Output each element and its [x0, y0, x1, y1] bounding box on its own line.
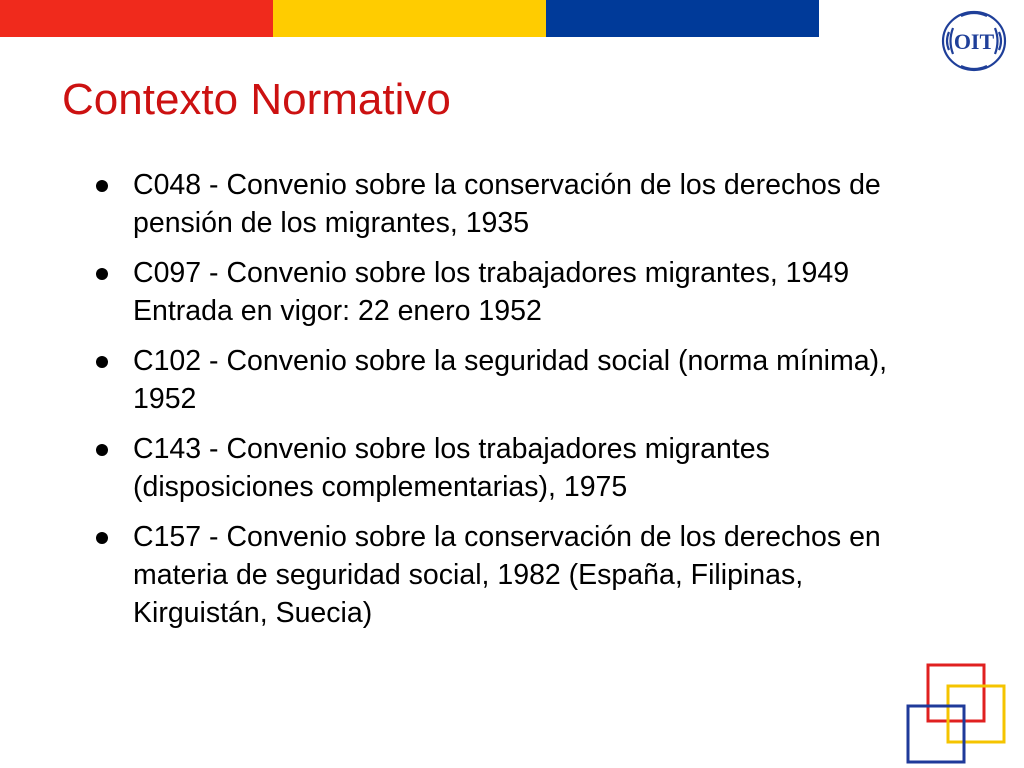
top-bar-blue [546, 0, 819, 37]
bullet-item [96, 254, 916, 330]
bullet-text: C157 - Convenio sobre la conservación de los derechos en materia de seguridad social, 1982 (España, Filipinas, Kirguistán, Suecia) [133, 521, 881, 629]
logo-text: OIT [953, 29, 995, 54]
top-bar-red [0, 0, 273, 37]
top-bar-yellow [273, 0, 546, 37]
slide-title: Contexto Normativo [62, 75, 451, 124]
bullet-item [96, 342, 916, 418]
bullet-item [96, 166, 916, 242]
bullet-dot [96, 532, 108, 544]
bullet-text: C102 - Convenio sobre la seguridad social (norma mínima), 1952 [133, 345, 888, 415]
bullet-text: C097 - Convenio sobre los trabajadores migrantes, 1949 Entrada en vigor: 22 enero 1952 [133, 257, 850, 327]
overlapping-squares-icon [900, 660, 1024, 768]
bullet-list [96, 166, 916, 644]
bullet-dot [96, 356, 108, 368]
bullet-text: C143 - Convenio sobre los trabajadores migrantes (disposiciones complementarias), 1975 [133, 433, 770, 503]
bullet-dot [96, 268, 108, 280]
bullet-text: C048 - Convenio sobre la conservación de los derechos de pensión de los migrantes, 1935 [133, 169, 881, 239]
ilo-emblem-icon [937, 8, 1011, 74]
bullet-item [96, 518, 916, 632]
bullet-dot [96, 444, 108, 456]
bullet-item [96, 430, 916, 506]
bullet-dot [96, 180, 108, 192]
